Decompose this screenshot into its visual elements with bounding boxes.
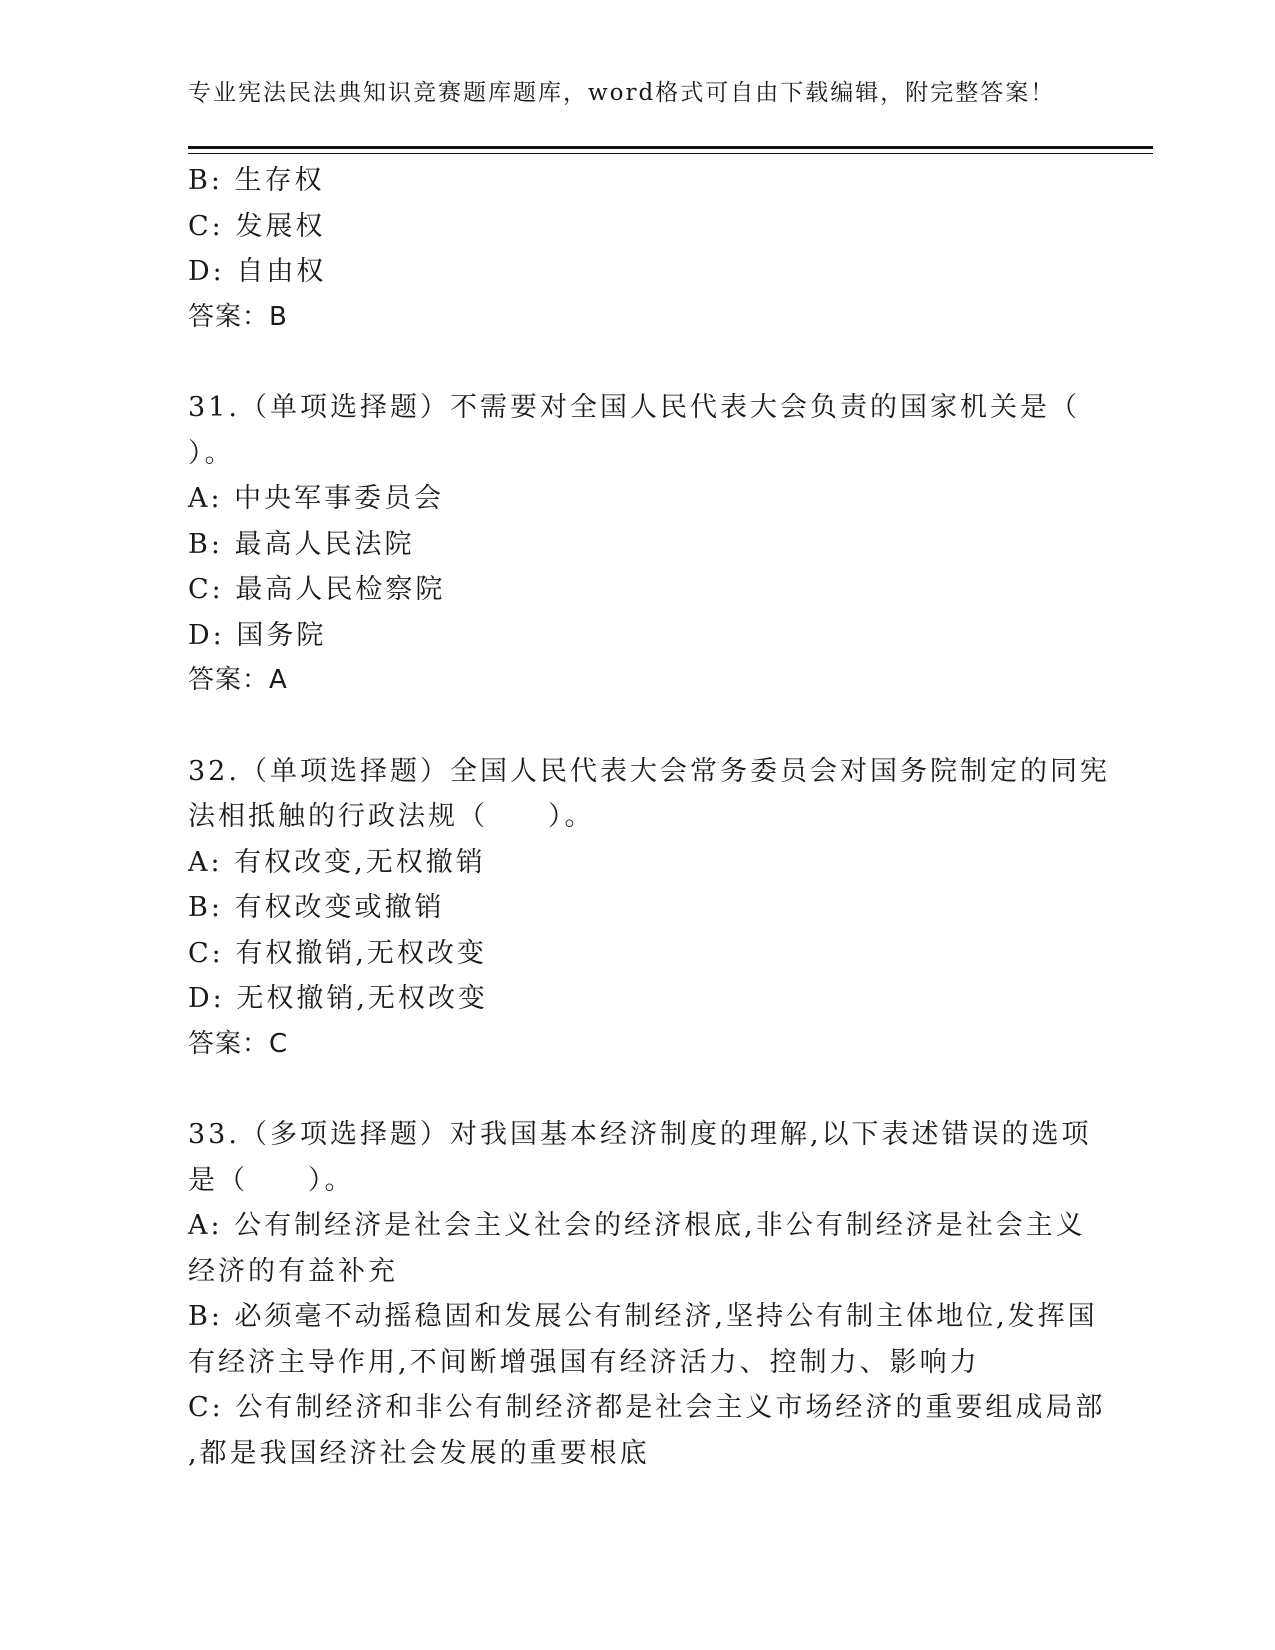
- question-33: [188, 1112, 1106, 1476]
- question-30-tail: [188, 158, 1088, 340]
- option-b-cont: 有经济主导作用,不间断增强国有经济活力、控制力、影响力: [188, 1346, 980, 1378]
- question-31: [188, 385, 1088, 704]
- option-c-cont: ,都是我国经济社会发展的重要根底: [188, 1437, 650, 1469]
- header-rule-thin: [188, 153, 1153, 154]
- option-c: C: 公有制经济和非公有制经济都是社会主义市场经济的重要组成局部: [188, 1392, 1106, 1423]
- answer: 答案：A: [188, 665, 288, 695]
- question-stem: 33.（多项选择题）对我国基本经济制度的理解,以下表述错误的选项: [188, 1119, 1092, 1150]
- option-a-cont: 经济的有益补充: [188, 1255, 398, 1287]
- option-d: D: 无权撤销,无权改变: [188, 983, 488, 1014]
- option-b: B: 生存权: [188, 165, 325, 196]
- answer: 答案：C: [188, 1028, 289, 1059]
- header-text: 专业宪法民法典知识竞赛题库题库，word格式可自由下载编辑，附完整答案！: [188, 80, 1056, 106]
- option-a: A: 公有制经济是社会主义社会的经济根底,非公有制经济是社会主义: [188, 1210, 1086, 1241]
- option-b: B: 最高人民法院: [188, 528, 415, 560]
- option-a: A: 有权改变,无权撤销: [188, 846, 486, 878]
- option-d: D: 自由权: [188, 256, 327, 287]
- question-stem-cont: ）。: [188, 437, 235, 469]
- question-stem: 32.（单项选择题）全国人民代表大会常务委员会对国务院制定的同宪: [188, 755, 1110, 787]
- option-d: D: 国务院: [188, 619, 327, 651]
- header-rule-thick: [188, 146, 1153, 149]
- option-c: C: 有权撤销,无权改变: [188, 937, 487, 969]
- option-b: B: 有权改变或撤销: [188, 892, 445, 923]
- question-stem: 31.（单项选择题）不需要对全国人民代表大会负责的国家机关是（: [188, 392, 1080, 423]
- option-c: C: 最高人民检察院: [188, 574, 446, 605]
- question-stem-cont: 是（ ）。: [188, 1164, 355, 1196]
- option-a: A: 中央军事委员会: [188, 483, 445, 514]
- answer: 答案：B: [188, 301, 288, 332]
- option-b: B: 必须毫不动摇稳固和发展公有制经济,坚持公有制主体地位,发挥国: [188, 1301, 1098, 1332]
- document-body: [188, 158, 1110, 1476]
- question-stem-cont: 法相抵触的行政法规（ ）。: [188, 801, 595, 832]
- question-32: [188, 749, 1110, 1068]
- option-c: C: 发展权: [188, 210, 326, 242]
